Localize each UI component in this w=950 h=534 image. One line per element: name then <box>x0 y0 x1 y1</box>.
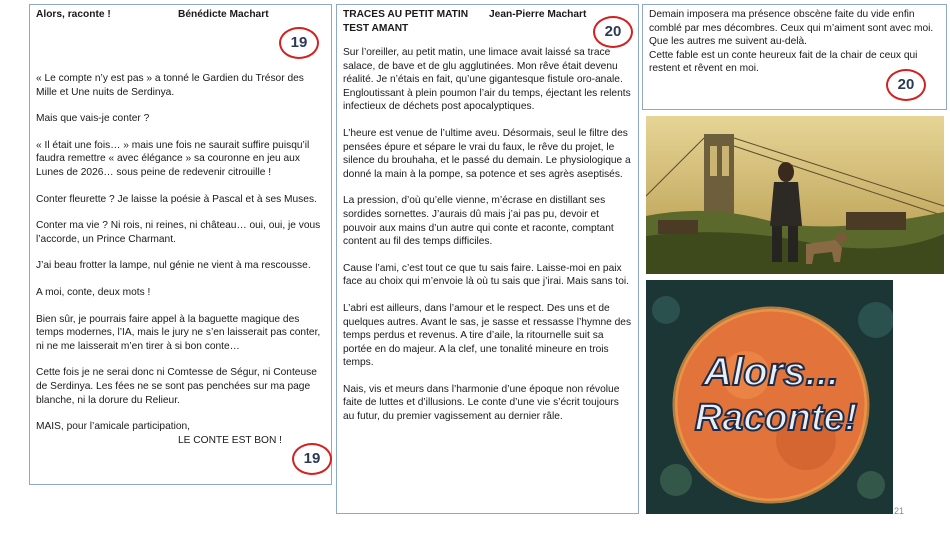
poster-moon-graphic <box>646 280 893 514</box>
page-number: 21 <box>894 506 905 516</box>
closing-statement: LE CONTE EST BON ! <box>178 434 282 446</box>
paragraph: Conter fleurette ? Je laisse la poésie à Pascal et à ses Muses. <box>36 193 317 205</box>
story-title: TRACES AU PETIT MATIN <box>343 9 469 20</box>
score-circle-bottom: 19 <box>292 443 332 475</box>
paragraph: L’abri est ailleurs, dans l’amour et le respect. Des uns et de quelques autres. Avant le sas, je sasse et ressasse l’hymne des temps perdus et revenus. A tire d’aile, la ritournelle suit sa portée en do majeur. A la clef, une tonalité mineure en trois temps. <box>343 302 632 369</box>
paragraph: Conter ma vie ? Ni rois, ni reines, ni château… oui, oui, je vous l’accorde, un Prince Charmant. <box>36 220 321 245</box>
score-circle: 20 <box>593 16 633 48</box>
alors-raconte-poster <box>646 280 893 514</box>
paragraph: L’heure est venue de l’ultime aveu. Désormais, seul le filtre des pensées épure et sépare le vrai du faux, le rêve du projet, le silence du brouhaha, et le passé du demain. Le physiologique a donné la main à la pompe, sa potence et ses agrès aseptisés. <box>343 127 631 180</box>
story-box-traces-au-petit-matin <box>336 4 639 514</box>
paragraph: Cause l’ami, c’est tout ce que tu sais faire. Laisse-moi en paix face au choix qui m’envoie là où tu sais que j’irai. Mais sans toi. <box>343 262 629 288</box>
paragraph: « Il était une fois… » mais une fois ne saurait suffire puisqu’il faudra remettre « avec élégance » sa couronne en jeu aux Lunes de 2026… sous peine de redevenir citrouille ! <box>36 139 310 178</box>
paragraph: Mais que vais-je conter ? <box>36 113 150 125</box>
paragraph: Demain imposera ma présence obscène faite du vide enfin comblé par mes décombres. Ceux qui m’aiment sont avec moi. Que les autres me suivent au-delà. <box>649 9 934 48</box>
paragraph: Nais, vis et meurs dans l’harmonie d’une époque non révolue faite de luttes et d’illusions. Le conte d’une vie s’écrit toujours au futur, du premier vagissement au dernier râle. <box>343 383 620 423</box>
paragraph: La pression, d’où qu’elle vienne, m’écrase en distillant ses sordides sornettes. J’aurais dû mais j’ai pas pu, devoir et pouvoir aux mains d’un autre qui conte et raconte, comptant content au fil des temps difficiles. <box>343 195 614 248</box>
story-subtitle: TEST AMANT <box>343 22 409 34</box>
paragraph: J’ai beau frotter la lampe, nul génie ne vient à ma rescousse. <box>36 260 311 272</box>
paragraph: Sur l’oreiller, au petit matin, une limace avait laissé sa trace salace, de bave et de glu agglutinées. Mon rêve était devenu réalité. Je n’étais en fait, qu’une gigantesque fistule oro-anale. Engloutissant à plein poumon l’air du temps, éjectant les relents infectieux de déchets post apocalyptiques. <box>343 47 631 113</box>
story-box-continued <box>642 4 947 110</box>
score-circle: 20 <box>886 69 926 101</box>
paragraph: Cette fois je ne serai donc ni Comtesse de Ségur, ni Conteuse de Serdinya. Les fées ne se sont pas penchées sur ma page blanche, ni la dorure du Relieur. <box>36 367 317 406</box>
poster-line-2: Raconte! <box>694 397 858 439</box>
paragraph: Bien sûr, je pourrais faire appel à la baguette magique des temps modernes, l’IA, mais le jury ne s’en laisserait pas conter, ni ne me laisserait m’en tirer à si bon conte… <box>36 313 321 352</box>
movie-still-image <box>646 116 944 274</box>
story-title: Alors, raconte ! <box>36 9 111 20</box>
score-circle-top: 19 <box>279 27 319 59</box>
paragraph: « Le compte n’y est pas » a tonné le Gardien du Trésor des Mille et Une nuits de Serdinya. <box>36 73 304 98</box>
story-author: Bénédicte Machart <box>178 9 269 20</box>
city-bridge-illustration <box>646 116 944 274</box>
paragraph: Cette fable est un conte heureux fait de la chair de ceux qui restent et rêvent en moi. <box>649 49 918 75</box>
poster-line-1: Alors... <box>703 350 839 394</box>
closing-line: MAIS, pour l’amicale participation, <box>36 421 191 433</box>
story-box-alors-raconte <box>29 4 332 485</box>
paragraph: A moi, conte, deux mots ! <box>36 286 151 298</box>
story-author: Jean-Pierre Machart <box>489 9 587 20</box>
